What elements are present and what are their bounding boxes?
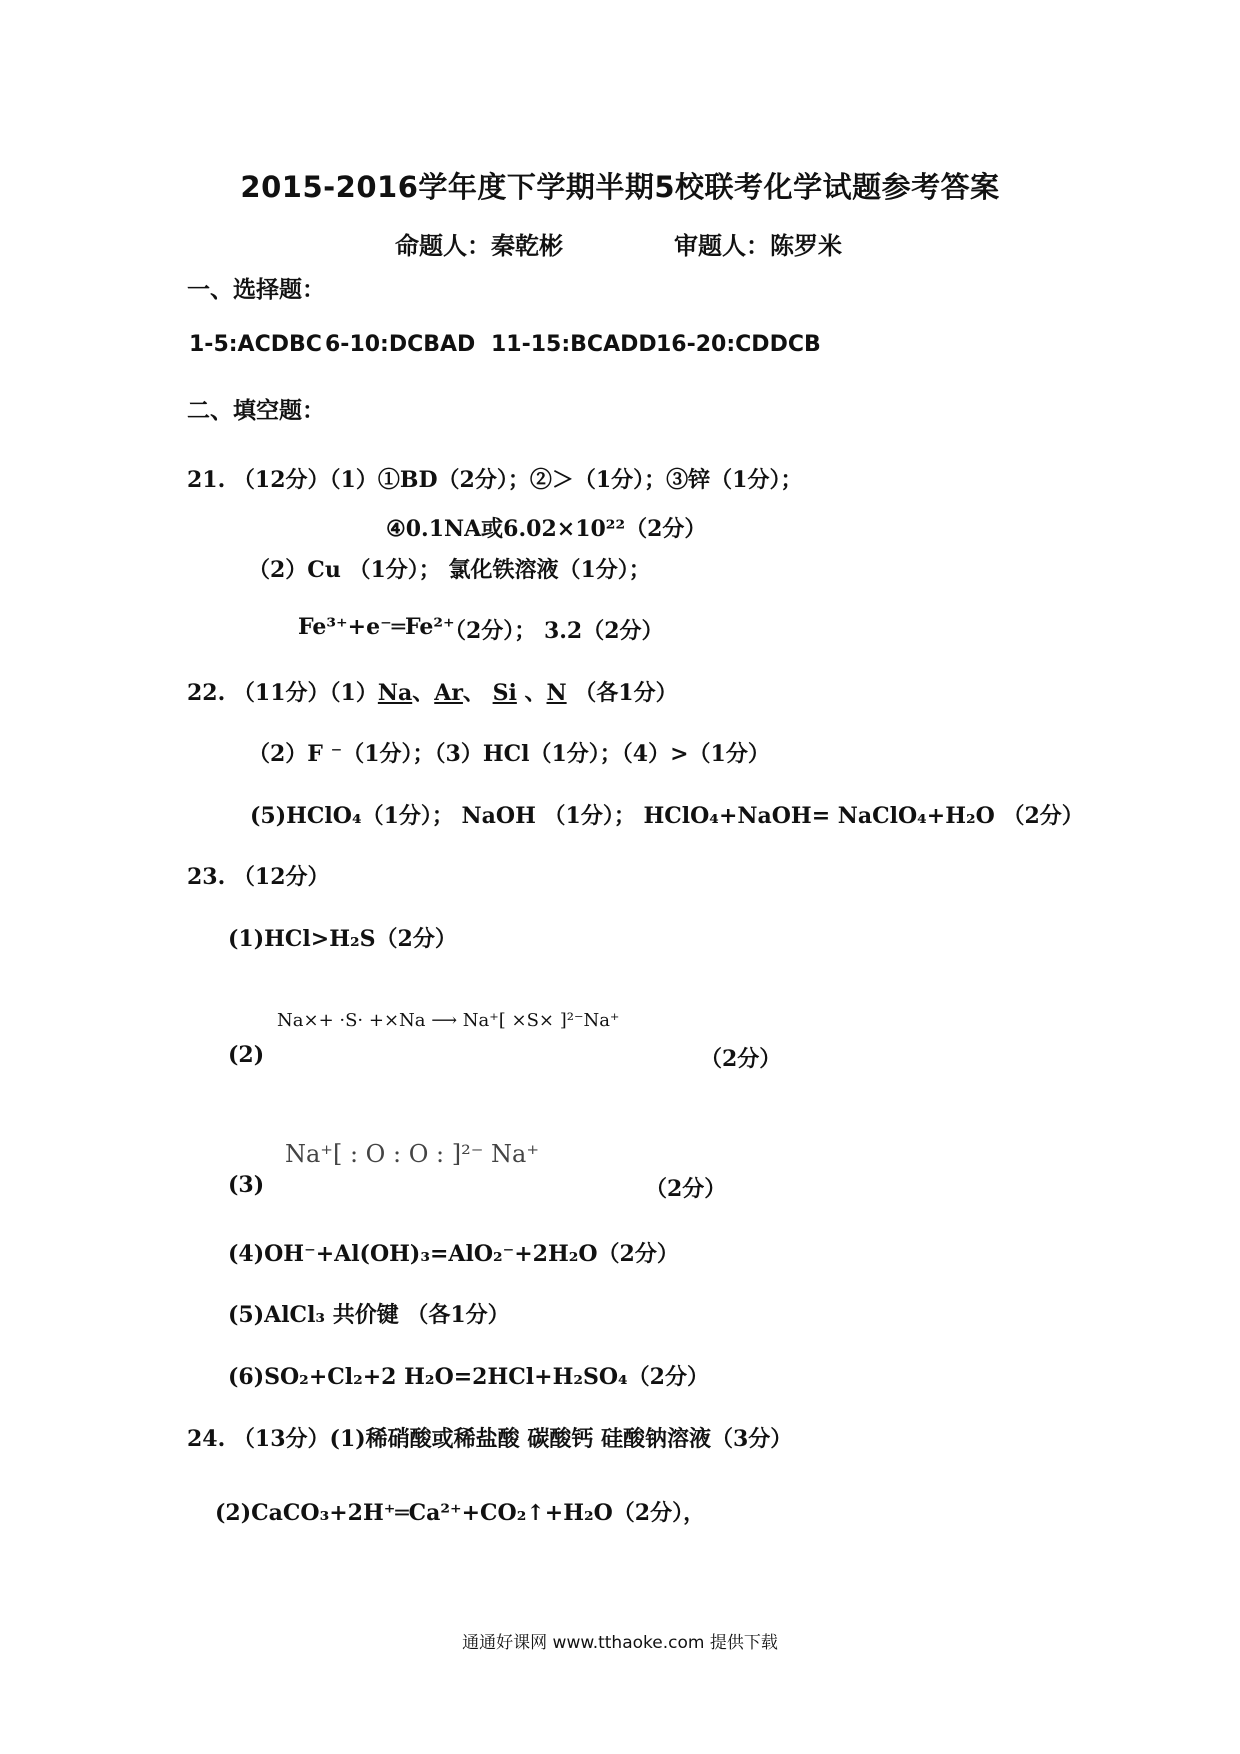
mc-answers-1: 1-5:ACDBC	[189, 332, 322, 357]
q21-line3: （2）Cu （1分）； 氯化铁溶液（1分）；	[248, 557, 651, 583]
mc-answers-2: 6-10:DCBAD	[325, 332, 476, 357]
q22-suffix: （各1分）	[574, 680, 678, 706]
q23-line1: 23. （12分）	[187, 864, 330, 890]
q22-line2: （2）F ⁻（1分）；（3）HCl（1分）；（4）>（1分）	[248, 741, 770, 767]
q24-line1: 24. （13分）(1)稀硝酸或稀盐酸 碳酸钙 硅酸钠溶液（3分）	[187, 1426, 793, 1452]
q23-part4: (4)OH⁻+Al(OH)₃=AlO₂⁻+2H₂O（2分）	[228, 1241, 679, 1267]
page-footer: 通通好课网 www.tthaoke.com 提供下载	[462, 1633, 778, 1653]
q23-part2-score: （2分）	[700, 1046, 782, 1072]
q21-line1: 21. （12分）（1）①BD（2分）；②＞（1分）；③锌（1分）；	[187, 467, 803, 493]
section-heading-choice: 一、选择题：	[187, 277, 325, 303]
reviewer-name: 审题人：陈罗米	[674, 232, 842, 260]
electron-dot-na2o2-formula: Na⁺[ : O : O : ]²⁻ Na⁺	[285, 1140, 539, 1168]
electron-dot-na2s-formula: Na×+ ·S· +×Na ⟶ Na⁺[ ×S× ]²⁻Na⁺	[277, 1010, 620, 1031]
mc-answers-3: 11-15:BCADD	[491, 332, 657, 357]
q22-element-si: Si	[492, 680, 517, 706]
q22-element-n: N	[546, 680, 567, 706]
q23-part3-score: （2分）	[645, 1176, 727, 1202]
q21-half-reaction: Fe³⁺+e⁻═Fe²⁺	[298, 614, 455, 640]
setter-name: 命题人：秦乾彬	[395, 232, 563, 260]
q23-part1: (1)HCl>H₂S（2分）	[228, 926, 457, 952]
q22-element-na: Na	[377, 680, 413, 706]
q21-line2: ④0.1NA或6.02×10²²（2分）	[386, 516, 707, 542]
q21-line4: （2分）； 3.2（2分）	[444, 618, 664, 644]
q23-part2-label: (2)	[228, 1042, 265, 1068]
q22-line3: (5)HClO₄（1分）； NaOH （1分）； HClO₄+NaOH= NaClO₄+H₂O （2分）	[250, 803, 1084, 829]
q22-prefix: 22. （11分）（1）	[187, 680, 378, 706]
q23-part3-label: (3)	[228, 1172, 265, 1198]
q22-element-ar: Ar	[434, 680, 463, 706]
q23-part5: (5)AlCl₃ 共价键 （各1分）	[228, 1302, 510, 1328]
q24-line2: (2)CaCO₃+2H⁺═Ca²⁺+CO₂↑+H₂O（2分），	[215, 1500, 706, 1526]
q22-line1: 22. （11分）（1）Na、Ar、 Si 、N （各1分）	[187, 680, 678, 706]
page-title: 2015-2016学年度下学期半期5校联考化学试题参考答案	[240, 170, 1000, 204]
q23-part6: (6)SO₂+Cl₂+2 H₂O=2HCl+H₂SO₄（2分）	[228, 1364, 709, 1390]
mc-answers-4: 16-20:CDDCB	[656, 332, 821, 357]
section-heading-fill: 二、填空题：	[187, 398, 325, 424]
